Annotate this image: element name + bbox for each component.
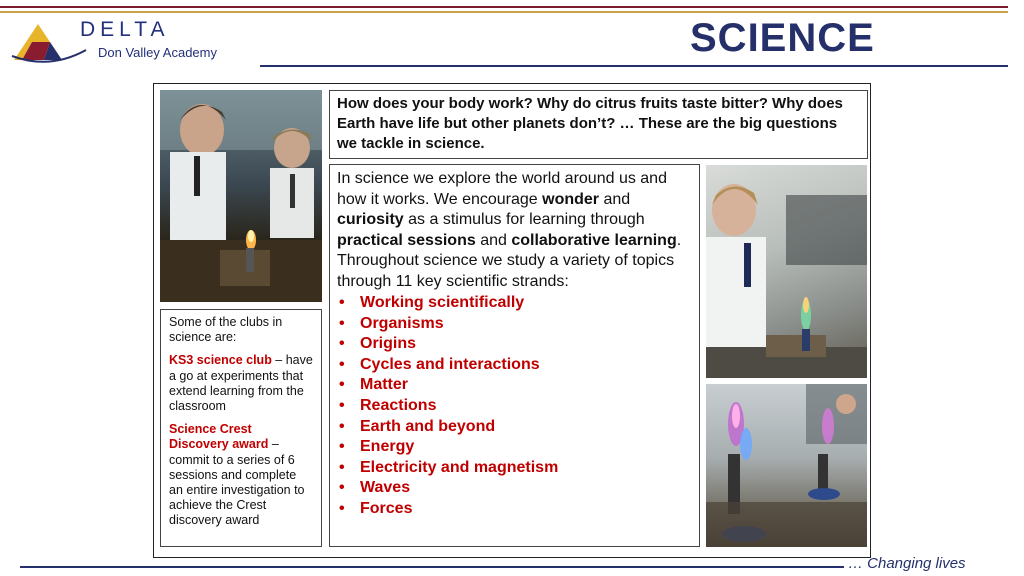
keyword-wonder: wonder (542, 190, 600, 208)
club-ks3-name: KS3 science club (169, 353, 272, 368)
list-item: • Waves (339, 479, 411, 497)
top-border-gold (0, 11, 1008, 13)
photo-bunsen-burners (706, 384, 867, 547)
strands-list (337, 293, 692, 520)
clubs-box (160, 309, 322, 547)
big-questions-text: How does your body work? Why do citrus fruits taste bitter? Why does Earth have life but other planets don’t? … These are the big questions we tackle in science. (337, 95, 843, 152)
club-crest-name: Science Crest Discovery award (169, 422, 269, 452)
page-title: SCIENCE (690, 16, 875, 60)
list-item: • Organisms (339, 314, 444, 332)
photo-student-flame-test (706, 165, 867, 378)
club-crest: Science Crest Discovery award – commit to a series of 6 sessions and complete an entire investigation to achieve the Crest discovery award (169, 422, 305, 528)
keyword-curiosity: curiosity (337, 211, 404, 228)
list-item: • Earth and beyond (339, 417, 496, 435)
clubs-intro: Some of the clubs in science are: (169, 315, 283, 345)
science-intro-box (329, 164, 700, 547)
list-item: • Cycles and interactions (339, 355, 540, 373)
list-item: • Origins (339, 335, 417, 353)
list-item: • Matter (339, 376, 409, 394)
list-item: • Working scientifically (339, 294, 525, 311)
delta-triangle-icon (10, 20, 88, 64)
photo-students-bunsen-burner (160, 90, 322, 302)
keyword-collaborative-learning: collaborative learning (511, 231, 677, 249)
big-questions-box (329, 90, 868, 159)
keyword-practical-sessions: practical sessions (337, 231, 476, 249)
footer-line (20, 566, 844, 568)
list-item: • Reactions (339, 396, 437, 414)
strands-intro: Throughout science we study a variety of topics through 11 key scientific strands: (337, 252, 675, 290)
title-underline (260, 65, 1008, 67)
club-ks3: KS3 science club – have a go at experiments that extend learning from the classroom (169, 353, 313, 414)
clubs-text (169, 315, 313, 529)
top-border-maroon (0, 6, 1008, 8)
list-item: • Electricity and magnetism (339, 458, 559, 476)
logo-name: DELTA (80, 18, 170, 41)
academy-logo[interactable] (10, 18, 250, 66)
footer-tagline: … Changing lives (848, 555, 966, 572)
list-item: • Forces (339, 499, 413, 517)
list-item: • Energy (339, 438, 415, 456)
intro-paragraph: In science we explore the world around us and how it works. We encourage wonder and curiosity as a stimulus for learning through practical sessions and collaborative learning. (337, 170, 682, 249)
logo-subtitle: Don Valley Academy (98, 45, 217, 60)
